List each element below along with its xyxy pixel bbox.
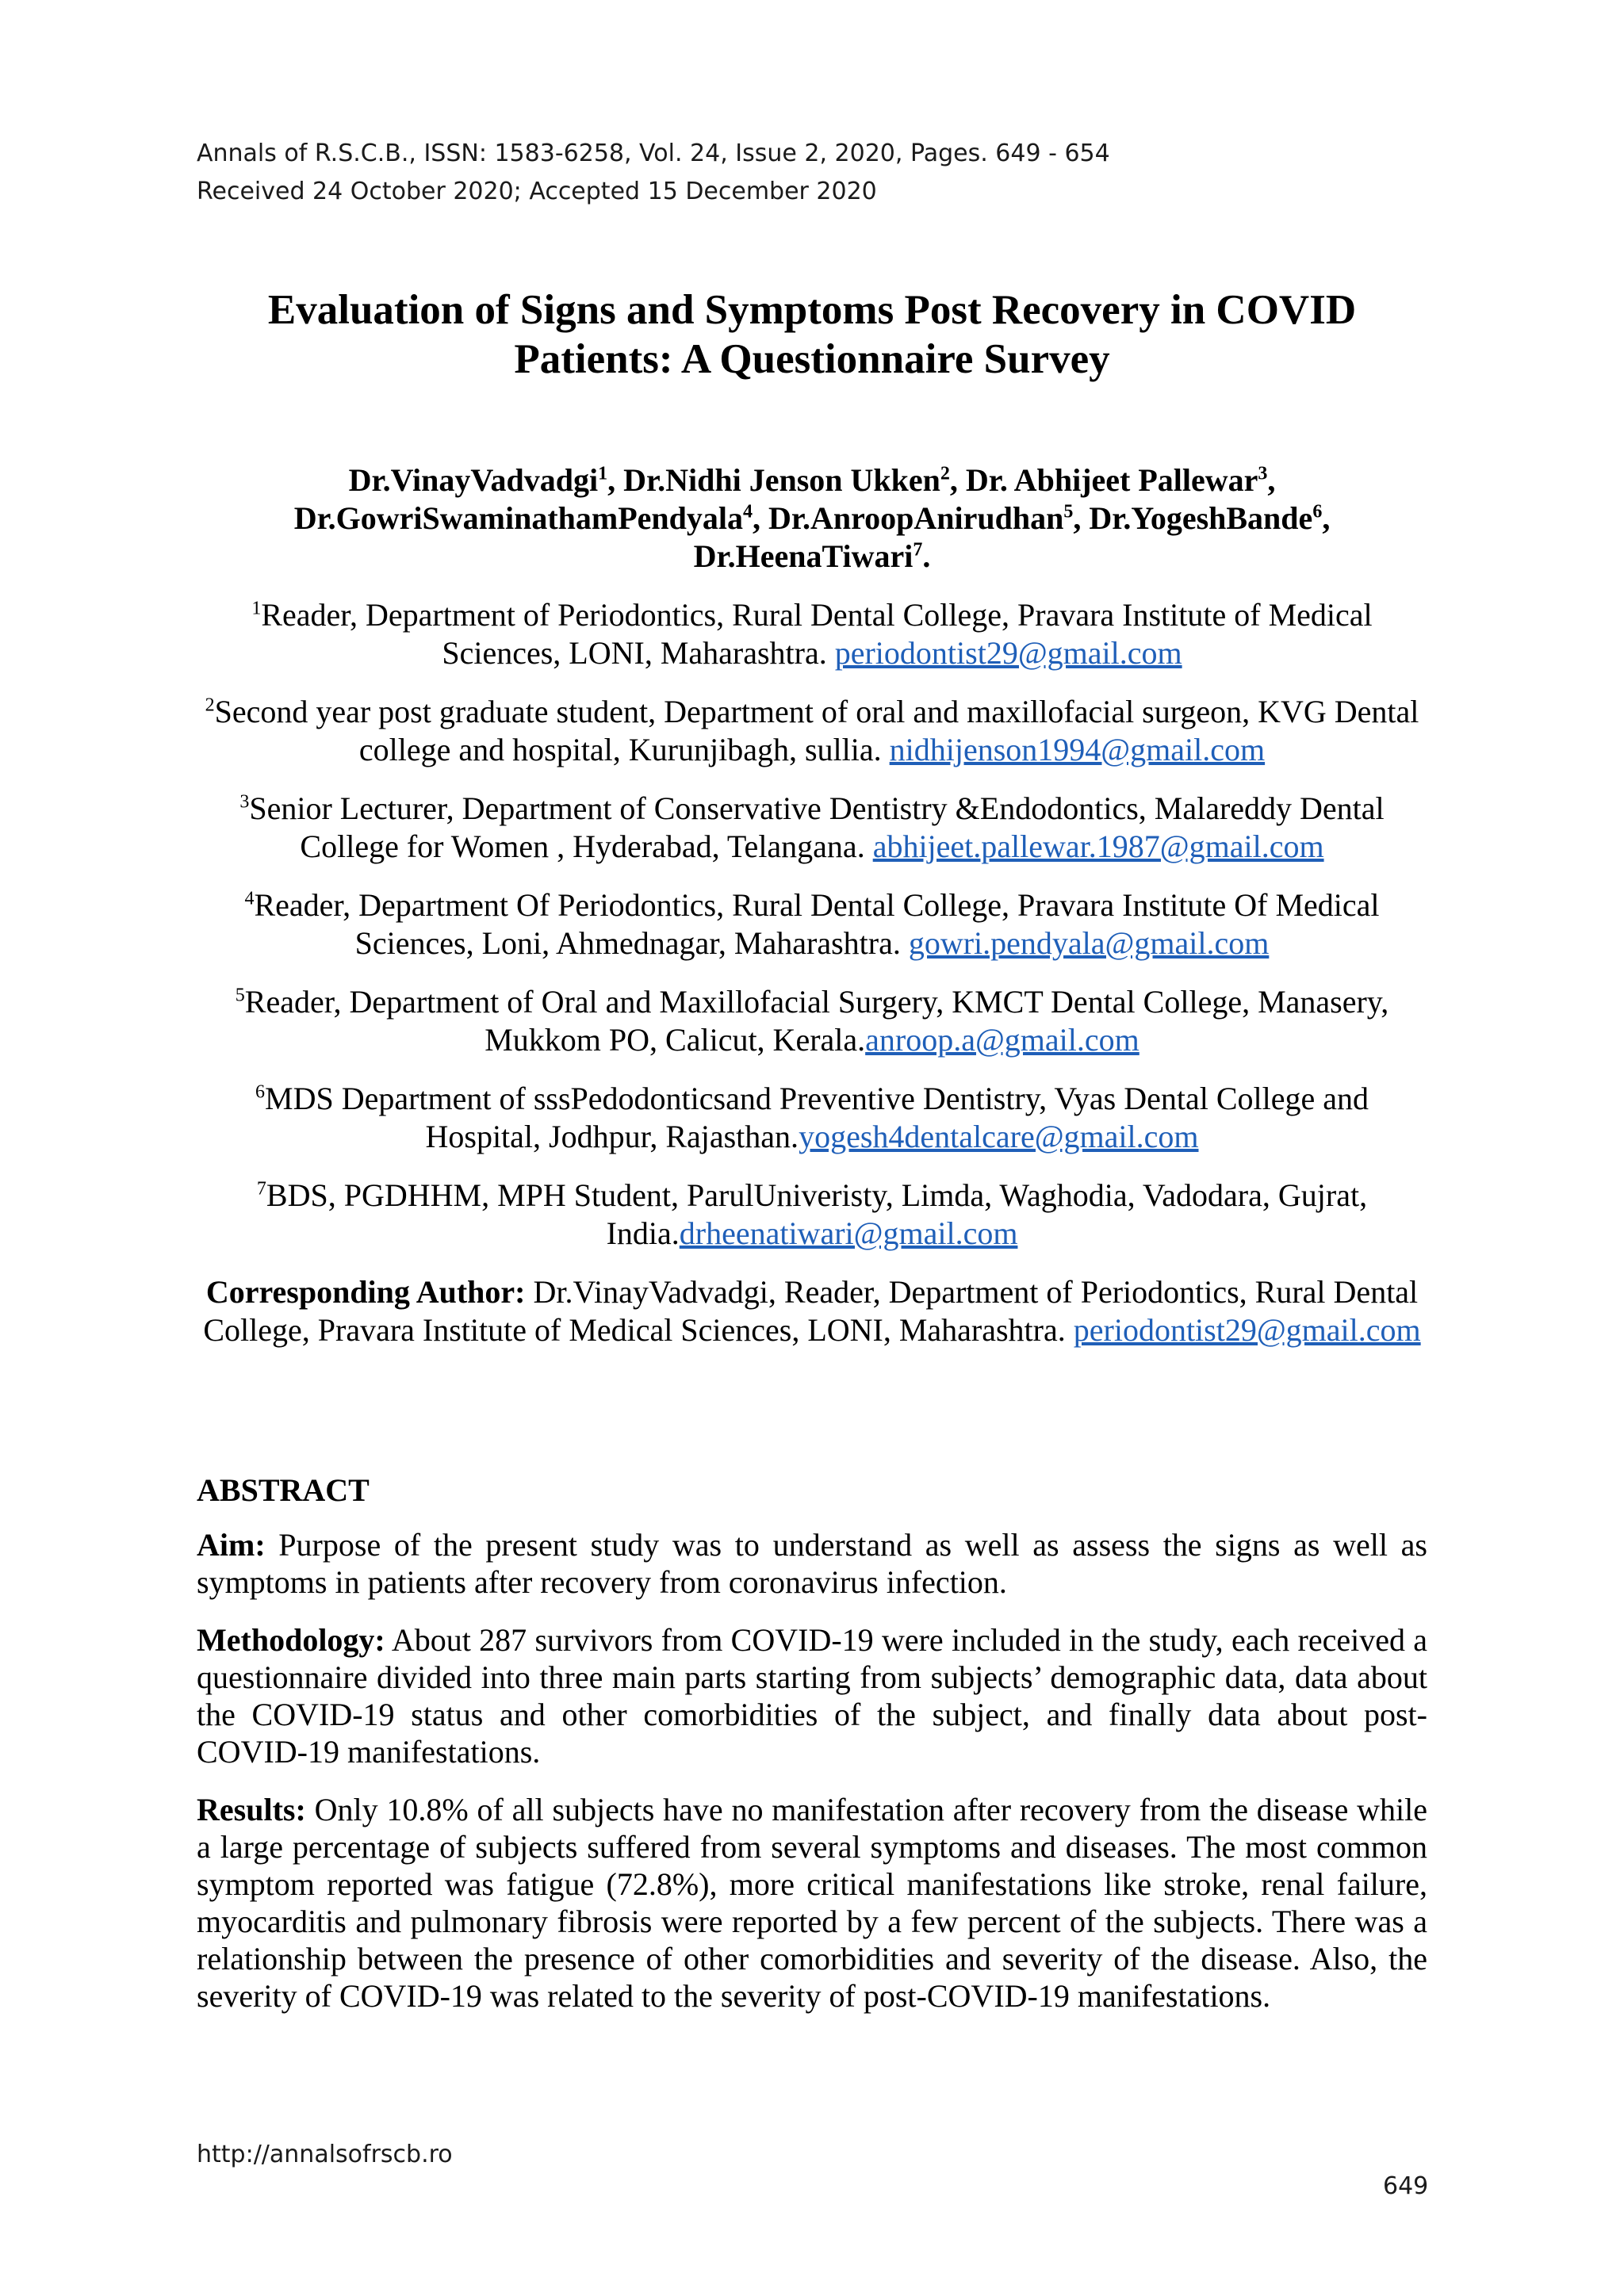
affiliation-2 [198, 693, 1426, 769]
results-label: Results: [197, 1792, 306, 1827]
affiliation-number: 2 [205, 695, 215, 716]
journal-citation: Annals of R.S.C.B., ISSN: 1583-6258, Vol. 24, Issue 2, 2020, Pages. 649 - 654 [197, 140, 1110, 167]
author-name: Dr.YogeshBande [1089, 500, 1313, 536]
email-link[interactable]: anroop.a@gmail.com [865, 1022, 1139, 1058]
author-name: Dr. Abhijeet Pallewar [965, 462, 1258, 498]
corresponding-author [198, 1273, 1426, 1349]
author-name: Dr.Nidhi Jenson Ukken [623, 462, 940, 498]
email-link[interactable]: gowri.pendyala@gmail.com [908, 925, 1270, 961]
author-separator: , [607, 462, 624, 498]
author-superscript: 5 [1063, 501, 1074, 522]
author-separator: , [1073, 500, 1090, 536]
author-superscript: 1 [598, 463, 608, 484]
page-number: 649 [1383, 2172, 1429, 2200]
affiliation-number: 1 [251, 598, 262, 619]
author-separator: , [753, 500, 769, 536]
affiliation-list [198, 596, 1426, 1370]
affiliation-number: 6 [255, 1081, 265, 1103]
affiliation-number: 3 [239, 791, 250, 813]
affiliation-number: 5 [235, 985, 245, 1006]
author-superscript: 3 [1258, 463, 1268, 484]
author-line-3 [159, 538, 1465, 576]
footer-url[interactable]: http://annalsofrscb.ro [197, 2141, 453, 2168]
affiliation-3 [198, 790, 1426, 866]
author-superscript: 7 [913, 539, 923, 561]
affiliation-4 [198, 886, 1426, 962]
received-accepted-dates: Received 24 October 2020; Accepted 15 December 2020 [197, 178, 877, 205]
affiliation-text: Reader, Department of Periodontics, Rural Dental College, Pravara Institute of Medical Sciences, LONI, Maharashtra. [261, 597, 1373, 671]
paper-title [159, 285, 1465, 384]
corresponding-label: Corresponding Author: [205, 1274, 526, 1310]
author-line-1 [159, 461, 1465, 499]
methodology-text: About 287 survivors from COVID-19 were included in the study, each received a questionnaire divided into three main parts starting from subjects’ demographic data, data about the COVID-19 status and other comorbidities of the subject, and finally data about post-COVID-19 manifestations. [197, 1622, 1427, 1770]
email-link[interactable]: yogesh4dentalcare@gmail.com [799, 1119, 1199, 1154]
abstract-aim [197, 1526, 1427, 1601]
affiliation-text: MDS Department of sssPedodonticsand Preventive Dentistry, Vyas Dental College and Hospital, Jodhpur, Rajasthan. [265, 1081, 1369, 1154]
methodology-label: Methodology: [197, 1622, 385, 1658]
author-separator: , [949, 462, 966, 498]
email-link[interactable]: drheenatiwari@gmail.com [679, 1215, 1018, 1251]
affiliation-text: Reader, Department of Oral and Maxillofacial Surgery, KMCT Dental College, Manasery, Mukkom PO, Calicut, Kerala. [244, 984, 1389, 1058]
aim-label: Aim: [197, 1527, 266, 1563]
author-superscript: 6 [1312, 501, 1323, 522]
author-list [159, 461, 1465, 576]
author-separator: . [922, 538, 931, 574]
title-line-1: Evaluation of Signs and Symptoms Post Recovery in COVID [267, 287, 1357, 333]
corresponding-text: Dr.VinayVadvadgi, Reader, Department of Periodontics, Rural Dental College, Pravara Institute of Medical Sciences, LONI, Maharashtra. [203, 1274, 1419, 1348]
author-name: Dr.GowriSwaminathamPendyala [293, 500, 744, 536]
affiliation-6 [198, 1080, 1426, 1156]
email-link[interactable]: nidhijenson1994@gmail.com [889, 732, 1266, 767]
title-line-2: Patients: A Questionnaire Survey [514, 336, 1110, 382]
affiliation-1 [198, 596, 1426, 672]
results-text: Only 10.8% of all subjects have no manifestation after recovery from the disease while a large percentage of subjects suffered from several symptoms and diseases. The most common symptom reported was fatigue (72.8%), more critical manifestations like stroke, renal failure, myocarditis and pulmonary fibrosis were reported by a few percent of the subjects. There was a relationship between the presence of other comorbidities and severity of the disease. Also, the severity of COVID-19 was related to the severity of post-COVID-19 manifestations. [197, 1792, 1427, 2014]
author-separator: , [1322, 500, 1331, 536]
affiliation-number: 7 [256, 1178, 266, 1200]
affiliation-text: Senior Lecturer, Department of Conservative Dentistry &Endodontics, Malareddy Dental College for Women , Hyderabad, Telangana. [249, 790, 1385, 864]
author-name: Dr.AnroopAnirudhan [768, 500, 1064, 536]
affiliation-number: 4 [244, 888, 255, 909]
affiliation-7 [198, 1177, 1426, 1253]
author-superscript: 2 [940, 463, 950, 484]
affiliation-text: Second year post graduate student, Department of oral and maxillofacial surgeon, KVG Dental college and hospital, Kurunjibagh, sullia. [214, 694, 1419, 767]
abstract-section [197, 1471, 1427, 2035]
affiliation-text: Reader, Department Of Periodontics, Rural Dental College, Pravara Institute Of Medical Sciences, Loni, Ahmednagar, Maharashtra. [254, 887, 1380, 961]
journal-header [197, 135, 1110, 211]
author-line-2 [159, 499, 1465, 538]
author-superscript: 4 [743, 501, 753, 522]
aim-text: Purpose of the present study was to understand as well as assess the signs as well as symptoms in patients after recovery from coronavirus infection. [197, 1527, 1427, 1600]
abstract-results [197, 1791, 1427, 2015]
email-link[interactable]: abhijeet.pallewar.1987@gmail.com [872, 828, 1324, 864]
author-name: Dr.VinayVadvadgi [348, 462, 599, 498]
author-separator: , [1267, 462, 1276, 498]
affiliation-text: BDS, PGDHHM, MPH Student, ParulUniveristy, Limda, Waghodia, Vadodara, Gujrat, India. [266, 1177, 1368, 1251]
affiliation-5 [198, 983, 1426, 1059]
author-name: Dr.HeenaTiwari [693, 538, 914, 574]
abstract-heading: ABSTRACT [197, 1472, 370, 1508]
email-link[interactable]: periodontist29@gmail.com [834, 635, 1182, 671]
email-link[interactable]: periodontist29@gmail.com [1073, 1312, 1421, 1348]
abstract-methodology [197, 1621, 1427, 1770]
